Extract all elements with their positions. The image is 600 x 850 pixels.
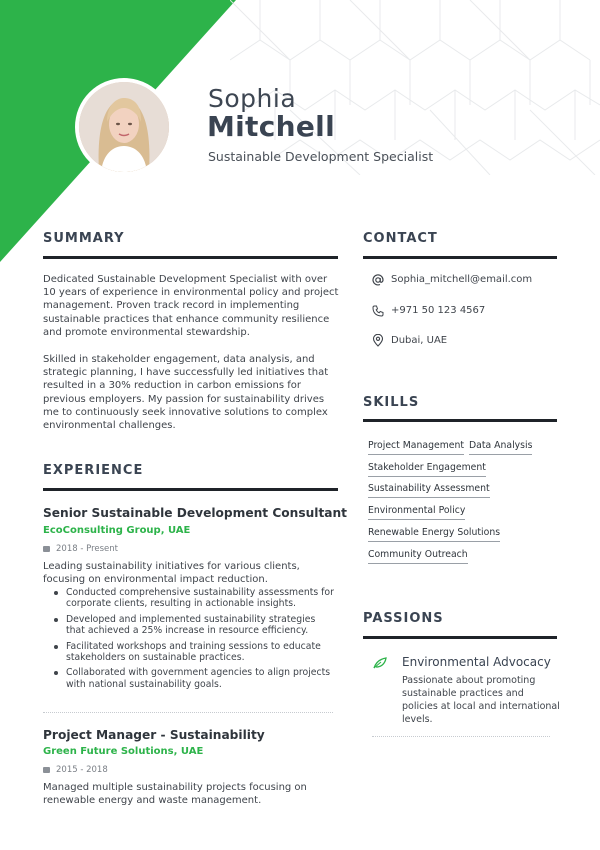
passions-heading: PASSIONS <box>363 611 444 626</box>
skills-rule <box>363 419 557 422</box>
contact-heading: CONTACT <box>363 231 438 246</box>
job-title: Sustainable Development Specialist <box>208 149 434 164</box>
first-name: Sophia <box>208 84 297 113</box>
job-description: Managed multiple sustainability projects focusing on renewable energy and waste management. <box>43 782 307 807</box>
at-sign-icon <box>372 273 384 286</box>
skill-tag: Community Outreach <box>368 549 468 564</box>
last-name: Mitchell <box>207 110 335 143</box>
leaf-icon <box>373 657 387 669</box>
passion-title: Environmental Advocacy <box>402 655 551 669</box>
job-dates-text: 2015 - 2018 <box>56 765 108 775</box>
summary-rule <box>43 256 338 259</box>
contact-phone[interactable] <box>372 304 485 317</box>
passion-description: Passionate about promoting sustainable practices and policies at local and international levels. <box>402 675 560 725</box>
job-divider <box>43 712 333 713</box>
skill-tag: Data Analysis <box>469 440 532 455</box>
contact-location-text: Dubai, UAE <box>391 335 448 346</box>
summary-paragraph-2: Skilled in stakeholder engagement, data analysis, and strategic planning, I have successfully led initiatives that resulted in a 30% reduction in carbon emissions for previous employers. My passion for sustainability drives me to continuously seek innovative solutions to complex environmental challenges. <box>43 354 329 432</box>
calendar-icon <box>43 767 50 773</box>
job-bullet: Developed and implemented sustainability strategies that achieved a 25% increase in resource efficiency. <box>52 614 337 637</box>
location-pin-icon <box>372 334 384 347</box>
job-dates <box>43 544 118 554</box>
contact-phone-text[interactable]: +971 50 123 4567 <box>391 305 486 316</box>
job-bullet: Conducted comprehensive sustainability assessments for corporate clients, resulting in actionable insights. <box>52 587 337 610</box>
contact-email[interactable] <box>372 273 532 286</box>
contact-email-text[interactable]: Sophia_mitchell@email.com <box>391 274 533 285</box>
skills-heading: SKILLS <box>363 395 420 410</box>
skill-tag: Renewable Energy Solutions <box>368 527 500 542</box>
job-bullet-list <box>52 587 337 694</box>
job-company: Green Future Solutions, UAE <box>43 746 204 757</box>
summary-heading: SUMMARY <box>43 231 125 246</box>
job-role: Senior Sustainable Development Consultant <box>43 506 348 520</box>
experience-rule <box>43 488 338 491</box>
contact-location <box>372 334 447 347</box>
job-bullet: Collaborated with government agencies to align projects with national sustainability goals. <box>52 667 337 690</box>
profile-photo <box>79 82 169 172</box>
calendar-icon <box>43 546 50 552</box>
contact-rule <box>363 256 557 259</box>
job-description: Leading sustainability initiatives for various clients, focusing on environmental impact reduction. <box>43 561 300 586</box>
skill-tag: Environmental Policy <box>368 505 465 520</box>
passion-divider <box>372 736 550 737</box>
skill-tag: Sustainability Assessment <box>368 483 490 498</box>
experience-heading: EXPERIENCE <box>43 463 144 478</box>
phone-icon <box>372 304 384 317</box>
job-dates <box>43 765 108 775</box>
job-role: Project Manager - Sustainability <box>43 728 265 742</box>
passions-rule <box>363 636 557 639</box>
profile-photo-frame <box>75 78 173 176</box>
job-dates-text: 2018 - Present <box>56 544 118 554</box>
summary-paragraph-1: Dedicated Sustainable Development Specialist with over 10 years of experience in environmental policy and project management. Proven track record in implementing sustainable practices that enhance community resilience and promote environmental stewardship. <box>43 274 339 338</box>
profile-photo-illustration <box>79 82 169 172</box>
job-company: EcoConsulting Group, UAE <box>43 525 191 536</box>
skill-tag: Stakeholder Engagement <box>368 462 486 477</box>
job-bullet: Facilitated workshops and training sessions to educate stakeholders on sustainable practices. <box>52 641 337 664</box>
skill-tag: Project Management <box>368 440 464 455</box>
